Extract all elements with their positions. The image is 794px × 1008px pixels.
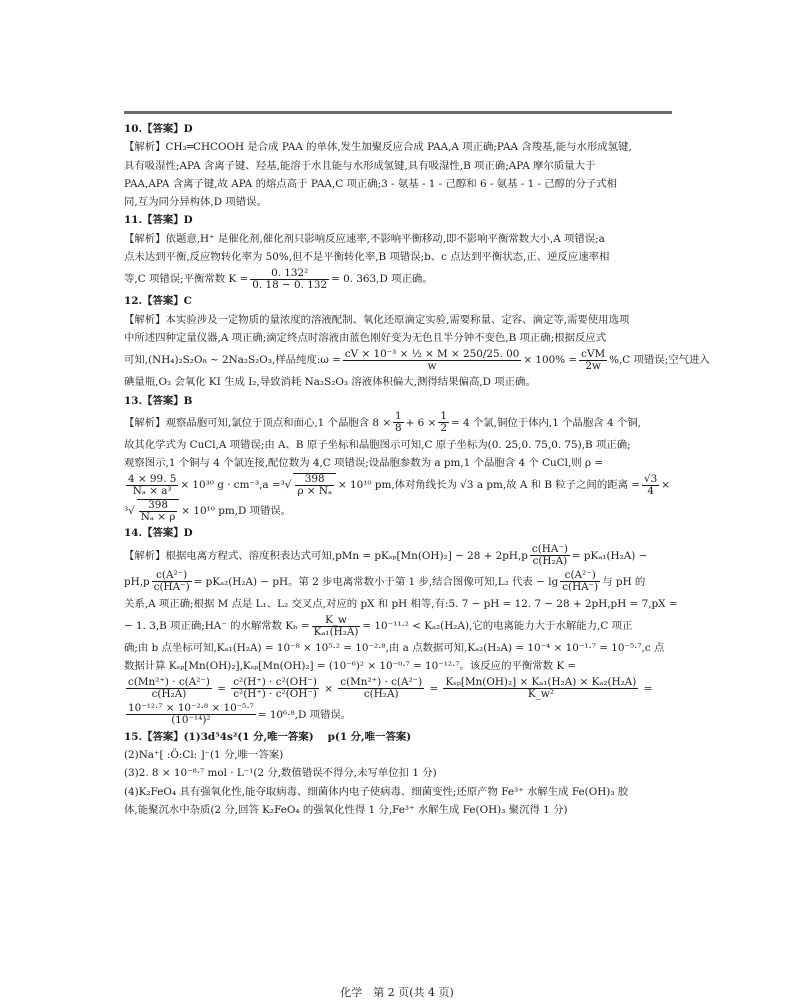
q14-f2-num: c(A²⁻) xyxy=(152,570,192,582)
q13-line-2: 故其化学式为 CuCl,A 项错误;由 A、B 原子坐标和晶胞图示可知,C 原子坐标为(0. 25,0. 75,0. 75),B 项正确; xyxy=(124,438,631,451)
q14-frac-9 xyxy=(126,703,256,726)
q13-radicand-fraction xyxy=(293,473,336,497)
q11-fraction xyxy=(250,268,329,291)
q15-line-4: (4)K₂FeO₄ 具有强氧化性,能夺取病毒、细菌体内电子使病毒、细菌变性;还原产物 Fe³⁺ 水解生成 Fe(OH)₃ 胶 xyxy=(124,785,629,798)
q12-purity-fraction xyxy=(343,349,522,372)
q13-cube-root-sign: ³√ xyxy=(280,479,292,492)
q12-line-1: 【解析】本实验涉及一定物质的量浓度的溶液配制、氧化还原滴定实验,需要称量、定容、滴定等,需要使用选项 xyxy=(124,313,630,326)
q13-f2-num: 1 xyxy=(440,410,447,423)
q14-f7-num: c(Mn²⁺) · c(A²⁻) xyxy=(340,676,423,689)
q13-f1-num: 1 xyxy=(395,410,402,423)
q11-line-3 xyxy=(124,266,672,292)
q13-answer: 13.【答案】B xyxy=(124,394,193,407)
page-footer: 化学 第 2 页(共 4 页) xyxy=(340,986,454,999)
q14-line-4 xyxy=(124,613,672,639)
q14-text-a: 【解析】根据电离方程式、溶度积表达式可知,pMn = pKₛₚ[Mn(OH)₂] − 28 + 2pH,p xyxy=(124,549,528,562)
q14-f8-den: K_w² xyxy=(527,688,554,701)
q12-text-b: × 100% = xyxy=(523,354,578,367)
q13-f4-num: 398 xyxy=(295,474,334,486)
q14-text-g: = 10⁻¹¹·² < Kₐ₂(H₂A),它的电离能力大于水解能力,C 项正 xyxy=(362,620,633,633)
q14-frac-1 xyxy=(530,544,570,567)
q14-f1-num: c(HA⁻) xyxy=(531,543,568,556)
q12-line-4: 碘量瓶,O₂ 会氧化 KI 生成 I₂,导致消耗 Na₂S₂O₃ 溶液体积偏大,测得结果偏高,D 项正确。 xyxy=(124,376,536,389)
q13-frac-eighth xyxy=(393,411,404,434)
q14-frac-4 xyxy=(312,615,361,638)
q14-f4-num: K_w xyxy=(312,615,361,627)
q14-line-1 xyxy=(124,543,672,569)
q13-frac-half xyxy=(438,411,449,434)
q13-f3-num: 4 × 99. 5 xyxy=(128,472,177,485)
q10-line-3: PAA,APA 含离子键,故 APA 的熔点高于 PAA,C 项正确;3 - 氨基 - 1 - 己醇和 6 - 氨基 - 1 - 己醇的分子式相 xyxy=(124,177,618,190)
q15-answer: 15.【答案】(1)3d⁵4s²(1 分,唯一答案) p(1 分,唯一答案) xyxy=(124,730,412,743)
q14-line-5: 确;由 b 点坐标可知,Kₐ₁(H₂A) = 10⁻⁸ × 10⁵·² = 10⁻²·⁸,由 a 点数据可知,Kₐ₂(H₂A) = 10⁻⁴ × 10⁻¹·⁷ = 10⁻⁵·⁷,c 点 xyxy=(124,642,665,655)
q13-root3-fraction xyxy=(642,474,659,497)
q14-line-3: 关系,A 项正确;根据 M 点是 L₁、L₂ 交叉点,对应的 pX 和 pH 相等,有:5. 7 − pH = 12. 7 − 28 + 2pH,pH = 7,pX = xyxy=(124,597,678,610)
q15-line-2: (2)Na⁺[ :Ö:Cl: ]⁻(1 分,唯一答案) xyxy=(124,748,284,761)
q12-result-fraction xyxy=(579,349,607,372)
q14-f9-den: (10⁻¹⁴)² xyxy=(171,714,211,727)
q13-text-f: × xyxy=(661,479,670,492)
q13-cube-root-sign-2: ³√ xyxy=(124,505,135,518)
q11-text-b: = 0. 363,D 项正确。 xyxy=(331,273,433,286)
q11-answer: 11.【答案】D xyxy=(124,214,193,227)
q15-line-3: (3)2. 8 × 10⁻⁸·⁷ mol · L⁻¹(2 分,数值错误不得分,未写单位扣 1 分) xyxy=(124,767,437,780)
q13-text-e: × 10¹⁰ pm,体对角线长为 √3 a pm,故 A 和 B 粒子之间的距离 = xyxy=(337,479,641,492)
q13-text-c: = 4 个氯,铜位于体内,1 个晶胞含 4 个铜, xyxy=(450,416,641,429)
q14-f4-den: Kₐ₁(H₂A) xyxy=(313,625,359,638)
q14-text-h: = 10⁶·⁸,D 项错误。 xyxy=(257,708,352,721)
q14-f3-den: c(HA⁻) xyxy=(562,581,599,594)
q14-frac-5 xyxy=(126,677,212,700)
q11-line-1: 【解析】依题意,H⁺ 是催化剂,催化剂只影响反应速率,不影响平衡移动,即不影响平衡常数大小,A 项错误;a xyxy=(124,232,605,245)
q14-f7-den: c(H₂A) xyxy=(363,688,399,701)
q10-answer: 10.【答案】D xyxy=(124,123,193,135)
q13-f2-den: 2 xyxy=(440,422,447,435)
q10-line-2: 具有吸湿性;APA 含离子键、羟基,能溶于水且能与水形成氢键,具有吸湿性,B 项正确;APA 摩尔质量大于 xyxy=(124,159,596,172)
answer-content xyxy=(124,120,710,819)
q14-f8-num: Kₛₚ[Mn(OH)₂] × Kₐ₁(H₂A) × Kₐ₂(H₂A) xyxy=(445,676,637,689)
q13-f6-num: 398 xyxy=(139,500,178,512)
q11-frac-den: 0. 18 − 0. 132 xyxy=(252,278,328,291)
q13-text-b: + 6 × xyxy=(405,416,437,429)
q13-f5-den: 4 xyxy=(647,484,654,497)
q13-f4-den: ρ × Nₐ xyxy=(297,485,332,498)
q14-frac-2 xyxy=(152,570,192,593)
q14-f1-den: c(H₂A) xyxy=(532,555,568,568)
q14-f5-den: c(H₂A) xyxy=(151,688,187,701)
q13-f6-den: Nₐ × ρ xyxy=(140,511,176,524)
q14-f6-num: c²(H⁺) · c²(OH⁻) xyxy=(233,676,317,689)
q13-line-4 xyxy=(124,472,672,498)
header-rule xyxy=(124,111,672,114)
q14-text-b: = pKₐ₁(H₂A) − xyxy=(571,549,648,562)
q11-frac-num: 0. 132² xyxy=(250,268,329,280)
q14-frac-7 xyxy=(338,677,424,700)
q10-line-4: 同,互为同分异构体,D 项错误。 xyxy=(124,196,267,209)
q12-frac2-num: cVM xyxy=(581,347,606,360)
q15-line-5: 体,能聚沉水中杂质(2 分,回答 K₂FeO₄ 的强氧化性得 1 分,Fe³⁺ 水解生成 Fe(OH)₃ 聚沉得 1 分) xyxy=(124,803,568,816)
q14-f3-num: c(A²⁻) xyxy=(560,570,600,582)
q13-text-d: × 10³⁰ g · cm⁻³,a = xyxy=(180,479,281,492)
q14-f9-num: 10⁻¹²·⁷ × 10⁻²·⁸ × 10⁻⁵·⁷ xyxy=(128,702,254,715)
q14-text-e: 与 pH 的 xyxy=(602,575,646,588)
q14-line-6: 数据计算 Kₛₚ[Mn(OH)₂],Kₛₚ[Mn(OH)₂] = (10⁻⁶)² × 10⁻⁰·⁷ = 10⁻¹²·⁷。该反应的平衡常数 K = xyxy=(124,660,577,673)
q11-line-2: 点未达到平衡,反应物转化率为 50%,但不是平衡转化率,B 项错误;b、c 点达到平衡状态,正、逆反应速率相 xyxy=(124,251,610,264)
q12-frac2-den: 2w xyxy=(585,359,601,372)
q13-f3-den: Nₐ × a³ xyxy=(132,484,172,497)
q13-line-1 xyxy=(124,410,672,436)
q12-frac-num: cV × 10⁻³ × ½ × M × 250/25. 00 xyxy=(344,347,520,360)
q12-answer: 12.【答案】C xyxy=(124,295,192,308)
q13-line-5 xyxy=(124,498,672,524)
q14-text-d: = pKₐ₂(H₂A) − pH。第 2 步电离常数小于第 1 步,结合图像可知,L₂ 代表 − lg xyxy=(193,575,559,588)
q12-text-a: 可知,(NH₄)₂S₂O₈ ~ 2Na₂S₂O₃,样品纯度:ω = xyxy=(124,354,341,367)
q14-f5-num: c(Mn²⁺) · c(A²⁻) xyxy=(128,676,210,689)
q13-line-3: 观察图示,1 个铜与 4 个氯连接,配位数为 4,C 项错误;设晶胞参数为 a pm,1 个晶胞含 4 个 CuCl,则 ρ = xyxy=(124,457,604,470)
q14-f6-den: c²(H⁺) · c²(OH⁻) xyxy=(233,688,317,701)
q12-line-2: 中所述四种定量仪器,A 项正确;滴定终点时溶液由蓝色刚好变为无色且半分钟不变色,B 项正确;根据反应式 xyxy=(124,331,607,344)
q14-frac-6 xyxy=(231,677,319,700)
q12-text-c: %,C 项错误;空气进入 xyxy=(609,354,710,367)
q14-line-7: $\frac{\text{c(Mn²⁺) · c(A²⁻)}}{\text{c(H₂A)}}$ = $\frac{\text{c²(H⁺) · c²(OH⁻)}}{\text{c²(H⁺) · c²(OH⁻)}}$ × $\frac{\text{c(Mn²⁺) · c(A²⁻)}}{\text{c(H₂A)}}$ = $\frac{\text{Kₛₚ[Mn(OH)₂] × Kₐ₁(H₂A) × Kₐ₂(H₂A)}}{\text{K\_w²}}$ = xyxy=(128,676,653,701)
q14-frac-8 xyxy=(443,677,638,700)
q14-text-f: − 1. 3,B 项正确;HA⁻ 的水解常数 Kₕ = xyxy=(124,620,310,633)
q13-text-a: 【解析】观察晶胞可知,氯位于顶点和面心,1 个晶胞含 8 × xyxy=(124,416,392,429)
q13-radicand-fraction-2 xyxy=(137,499,180,523)
q14-answer: 14.【答案】D xyxy=(124,527,193,540)
q13-f1-den: 8 xyxy=(395,422,402,435)
q14-line-2 xyxy=(124,569,672,595)
q14-frac-3 xyxy=(560,570,600,593)
q13-density-fraction xyxy=(126,474,178,497)
q14-f2-den: c(HA⁻) xyxy=(153,581,190,594)
q14-text-c: pH,p xyxy=(124,575,150,588)
q14-line-8 xyxy=(124,702,672,728)
q13-text-g: × 10¹⁰ pm,D 项错误。 xyxy=(181,505,292,518)
q10-line-1: 【解析】CH₂═CHCOOH 是合成 PAA 的单体,发生加聚反应合成 PAA,A 项正确;PAA 含羧基,能与水形成氢键, xyxy=(124,141,632,154)
q11-text-a: 等,C 项错误;平衡常数 K = xyxy=(124,273,249,286)
q12-line-3 xyxy=(124,347,710,373)
q13-f5-num: √3 xyxy=(644,472,658,485)
q12-frac-den: w xyxy=(427,359,437,372)
